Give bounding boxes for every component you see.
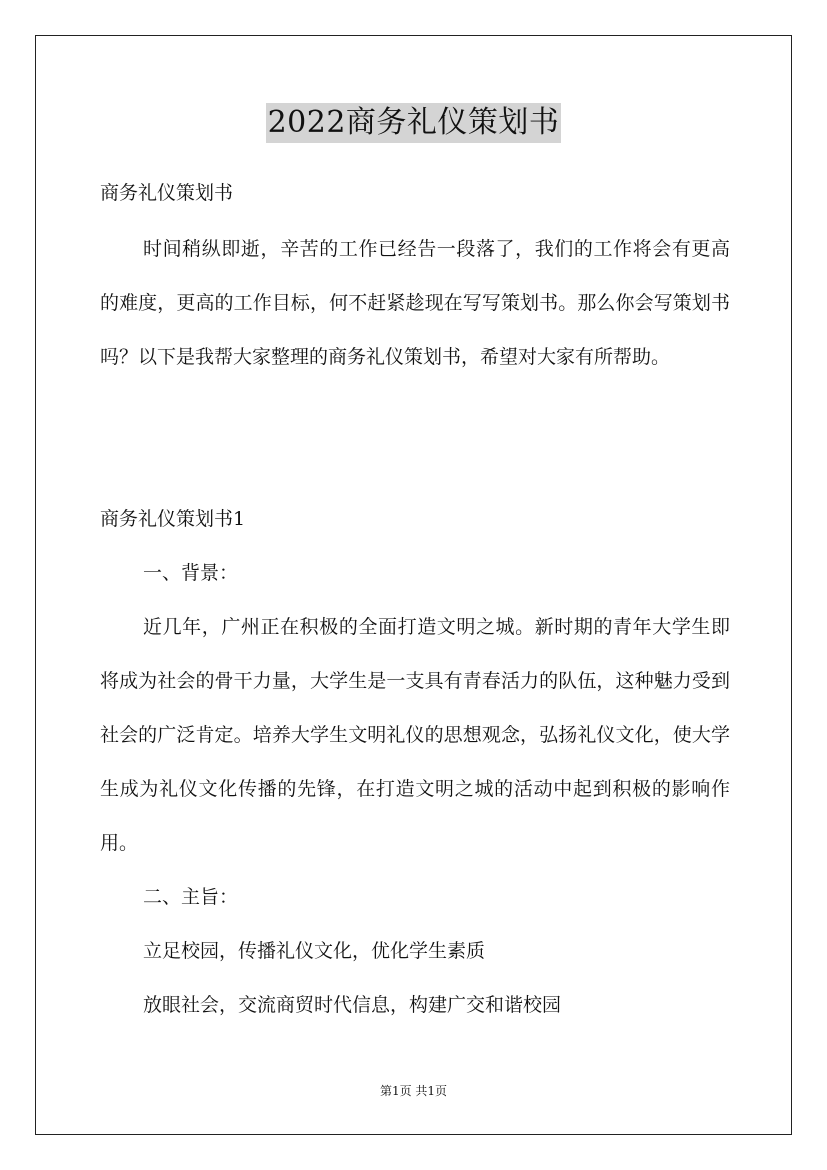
section-heading: 商务礼仪策划书1 xyxy=(100,508,246,530)
background-paragraph: 近几年，广州正在积极的全面打造文明之城。新时期的青年大学生即将成为社会的骨干力量，大学生是一支具有青春活力的队伍，这种魅力受到社会的广泛肯定。培养大学生文明礼仪的思想观念，弘扬礼仪文化，使大学生成为礼仪文化传播的先锋，在打造文明之城的活动中起到积极的影响作用。 xyxy=(100,616,730,854)
page-footer: 第1页 共1页 xyxy=(379,1084,448,1098)
theme-heading: 二、主旨： xyxy=(143,886,239,908)
document-title: 2022商务礼仪策划书 xyxy=(266,103,562,143)
theme-line-2: 放眼社会，交流商贸时代信息，构建广交和谐校园 xyxy=(143,994,562,1016)
theme-line-1: 立足校园，传播礼仪文化，优化学生素质 xyxy=(143,940,486,962)
background-heading: 一、背景： xyxy=(143,562,239,584)
title-container xyxy=(0,103,827,143)
subtitle: 商务礼仪策划书 xyxy=(100,182,234,204)
intro-paragraph: 时间稍纵即逝，辛苦的工作已经告一段落了，我们的工作将会有更高的难度，更高的工作目标，何不赶紧趁现在写写策划书。那么你会写策划书吗？以下是我帮大家整理的商务礼仪策划书，希望对大家有所帮助。 xyxy=(100,238,730,368)
